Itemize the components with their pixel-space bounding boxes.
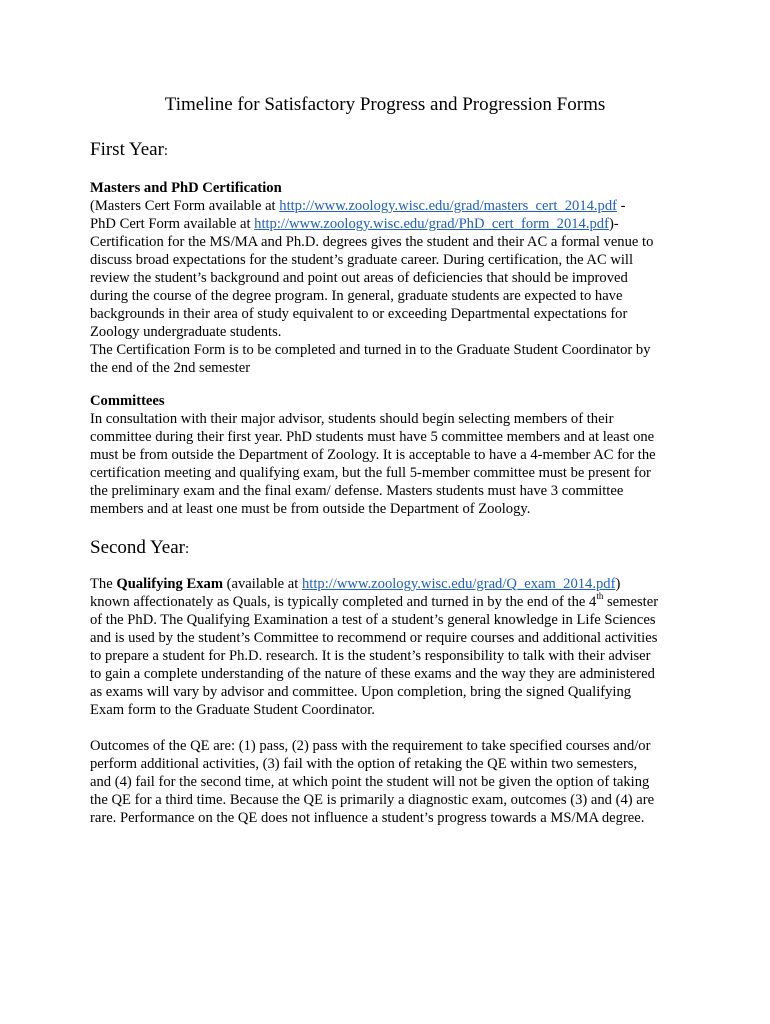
certification-text-line: Zoology undergraduate students. [90,324,282,340]
qualifying-exam-text-line: to gain a complete understanding of the nature of these exams and the way they are administered [90,666,655,682]
qualifying-exam-line [90,593,690,611]
certification-text-line: backgrounds in their area of study equivalent to or exceeding Departmental expectations for [90,306,628,322]
qualifying-exam-text-line: to prepare a student for Ph.D. research. It is the student’s responsibility to talk with their adviser [90,648,651,664]
committees-text-line: the preliminary exam and the final exam/ defense. Masters students must have 3 committee [90,483,624,499]
qualifying-exam-term: Qualifying Exam [116,576,223,592]
committees-text-line: must be from outside the Department of Zoology. It is acceptable to have a 4-member AC for the [90,447,656,463]
ordinal-superscript: th [596,591,604,602]
qe-intro: The [90,576,117,592]
page-title: Timeline for Satisfactory Progress and Progression Forms [164,94,606,115]
certification-text-line: The Certification Form is to be completed and turned in to the Graduate Student Coordinator by [90,342,651,358]
certification-heading: Masters and PhD Certification [90,180,282,196]
phd-cert-line [90,215,690,233]
qualifying-exam-form-link[interactable]: http://www.zoology.wisc.edu/grad/Q_exam_2014.pdf [302,576,616,592]
phd-cert-suffix: )- [608,216,619,232]
committees-text-line: members and at least one must be from outside the Department of Zoology. [90,501,531,517]
certification-text-line: the end of the 2nd semester [90,360,251,376]
qe-text: known affectionately as Quals, is typically completed and turned in by the end of the 4 [90,594,597,610]
phd-cert-label: PhD Cert Form available at [90,216,255,232]
masters-cert-label: (Masters Cert Form available at [90,198,280,214]
first-year-heading [90,138,168,163]
second-year-heading-text: Second Year [90,537,185,558]
committees-text-line: In consultation with their major advisor, students should begin selecting members of their [90,411,614,427]
masters-cert-line [90,197,690,215]
qualifying-exam-text-line: Exam form to the Graduate Student Coordinator. [90,702,375,718]
certification-text-line: review the student’s background and point out areas of deficiencies that should be improved [90,270,628,286]
qualifying-exam-section [90,575,690,719]
certification-text-line: Certification for the MS/MA and Ph.D. degrees gives the student and their AC a formal venue to [90,234,654,250]
outcomes-text-line: and (4) fail for the second time, at which point the student will not be given the option of taking [90,774,650,790]
masters-cert-suffix: - [617,198,626,214]
committees-section [90,392,690,518]
certification-section [90,179,690,377]
second-year-heading-colon: : [185,541,190,557]
outcomes-section [90,737,690,827]
committees-text-line: committee during their first year. PhD students must have 5 committee members and at least one [90,429,655,445]
qualifying-exam-text-line: and is used by the student’s Committee to recommend or require courses and additional activities [90,630,658,646]
qualifying-exam-text-line: of the PhD. The Qualifying Examination a test of a student’s general knowledge in Life Sciences [90,612,656,628]
outcomes-text-line: Outcomes of the QE are: (1) pass, (2) pass with the requirement to take specified courses and/or [90,738,651,754]
first-year-heading-colon: : [163,143,169,159]
outcomes-text-line: perform additional activities, (3) fail with the option of retaking the QE within two semesters, [90,756,638,772]
qe-available-label: (available at [222,576,302,592]
committees-heading: Committees [90,393,165,409]
phd-cert-form-link[interactable]: http://www.zoology.wisc.edu/grad/PhD_cert_form_2014.pdf [254,216,609,232]
first-year-heading-text: First Year [90,139,164,160]
second-year-heading [90,536,189,561]
committees-text-line: certification meeting and qualifying exam, but the full 5-member committee must be present for [90,465,651,481]
outcomes-text-line: the QE for a third time. Because the QE is primarily a diagnostic exam, outcomes (3) and (4) are [90,792,655,808]
qe-link-suffix: ) [615,576,621,592]
certification-text-line: discuss broad expectations for the student’s graduate career. During certification, the AC will [90,252,634,268]
masters-cert-form-link[interactable]: http://www.zoology.wisc.edu/grad/masters_cert_2014.pdf [279,198,618,214]
qualifying-exam-text-line: as exams will vary by advisor and committee. Upon completion, bring the signed Qualifying [90,684,632,700]
outcomes-text-line: rare. Performance on the QE does not influence a student’s progress towards a MS/MA degree. [90,810,645,826]
qe-text: semester [603,594,659,610]
certification-text-line: during the course of the degree program. In general, graduate students are expected to have [90,288,623,304]
